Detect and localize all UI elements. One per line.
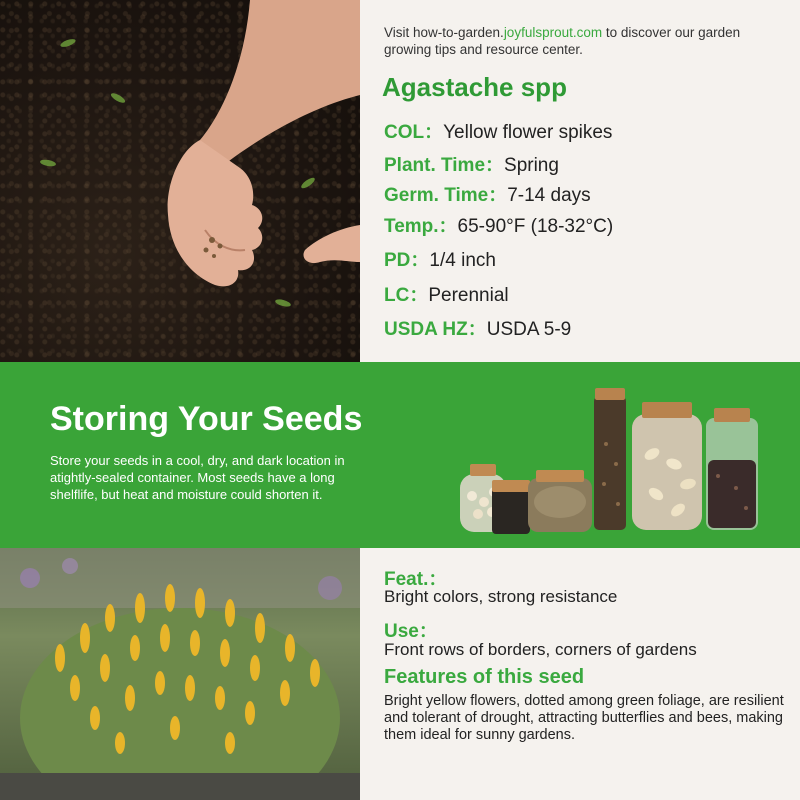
agastache-flowers-photo [0,548,360,800]
spec-key: Germ. Time： [384,185,508,206]
storing-title: Storing Your Seeds [50,400,363,438]
spec-hardiness-zone [384,314,571,341]
spec-value: Yellow flower spikes [443,122,613,143]
visit-prefix: Visit how-to-garden. [384,25,504,40]
seed-jars-illustration [456,384,766,534]
spec-color [384,117,612,144]
spec-planting-depth [384,245,496,272]
plant-specs-panel [360,0,800,362]
website-link[interactable]: joyfulsprout.com [503,25,603,40]
feat-value: Bright colors, strong resistance [384,587,618,606]
spec-plant-time [384,150,559,177]
features-panel [360,548,800,800]
spec-value: Perennial [428,285,509,306]
storing-text: Store your seeds in a cool, dry, and dark location in atightly-sealed container. Most seeds have a long shelflife, but heat and moisture could shorten it. [50,453,345,502]
spec-key: Plant. Time： [384,155,505,176]
spec-value: 1/4 inch [429,250,496,271]
spec-value: 7-14 days [507,185,591,206]
spec-key: Temp.： [384,216,458,237]
spec-value: Spring [504,155,559,176]
visit-suffix: to discover our garden growing tips and resource center. [384,25,741,57]
use-label: Use： [384,621,438,642]
visit-website-text [384,24,784,58]
spec-key: USDA HZ： [384,319,487,340]
spec-key: LC： [384,285,429,306]
feat-label: Feat.： [384,569,448,590]
seed-features-text: Bright yellow flowers, dotted among green foliage, are resilient and tolerant of drought, attracting butterflies and bees, making them ideal for sunny gardens. [384,693,784,743]
spec-value: USDA 5-9 [486,319,572,340]
spec-life-cycle [384,280,509,307]
seed-features-label: Features of this seed [384,666,585,688]
sowing-seeds-photo [0,0,360,362]
spec-germ-time [384,180,591,207]
spec-key: COL： [384,122,444,143]
spec-key: PD： [384,250,430,271]
storing-seeds-banner [0,362,800,548]
plant-name: Agastache spp [382,72,567,102]
use-value: Front rows of borders, corners of gardens [384,640,697,659]
spec-temperature [384,211,613,238]
spec-value: 65-90°F (18-32°C) [457,216,614,237]
